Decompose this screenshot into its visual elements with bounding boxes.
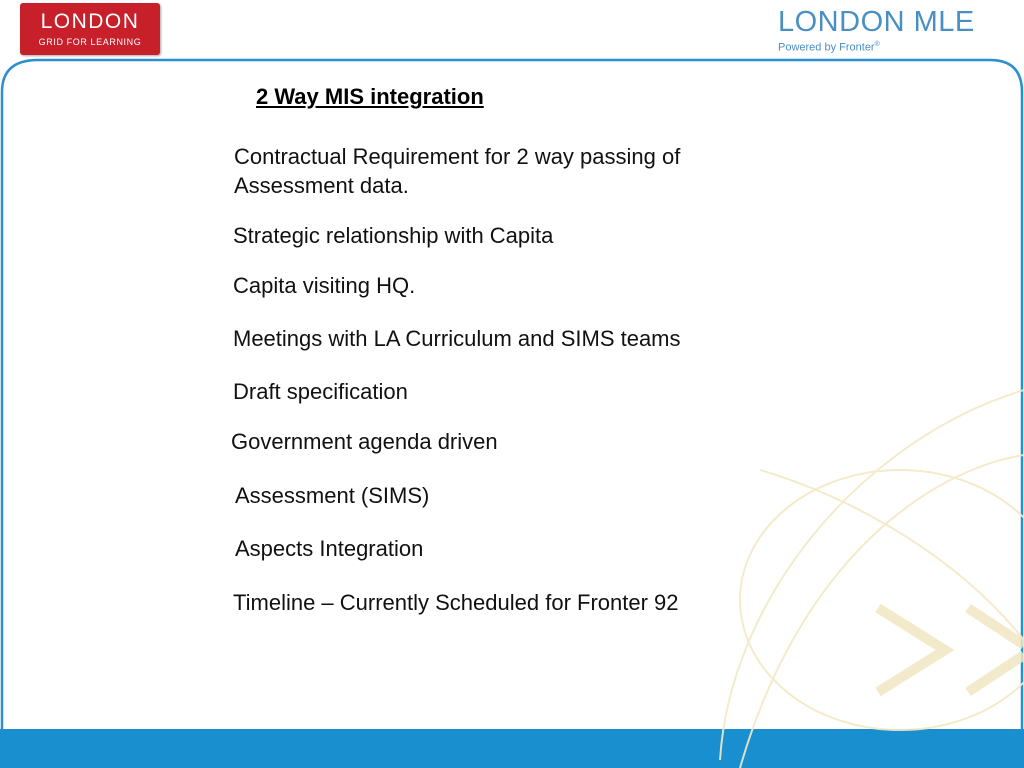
london-mle-logo <box>778 5 1018 57</box>
lgfl-logo-title: LONDON <box>40 10 140 33</box>
decorative-swirls <box>720 390 1024 768</box>
mle-logo-title: LONDON MLE <box>778 6 975 38</box>
list-item-aspects-integration: Aspects Integration <box>235 536 424 561</box>
mle-logo-powered-by: Powered by Fronter <box>778 41 875 54</box>
list-item-timeline: Timeline – Currently Scheduled for Fronter 92 <box>233 590 679 615</box>
footer-bar <box>0 729 1024 768</box>
list-item-strategic-relationship: Strategic relationship with Capita <box>233 223 554 248</box>
chevron-watermark <box>878 608 1024 692</box>
list-item-government-agenda: Government agenda driven <box>231 429 498 454</box>
lgfl-logo-subtitle: GRID FOR LEARNING <box>38 37 142 47</box>
registered-mark: ® <box>874 41 880 48</box>
list-item-meetings: Meetings with LA Curriculum and SIMS teams <box>233 326 681 351</box>
list-item-assessment-sims: Assessment (SIMS) <box>235 483 430 508</box>
london-grid-for-learning-logo <box>20 3 160 55</box>
list-item-contractual-requirement-cont: Assessment data. <box>234 173 409 198</box>
list-item-contractual-requirement: Contractual Requirement for 2 way passing of <box>234 144 681 169</box>
list-item-capita-visiting: Capita visiting HQ. <box>233 273 416 298</box>
mle-logo-subtitle <box>778 39 1018 54</box>
slide-title: 2 Way MIS integration <box>256 84 484 109</box>
list-item-draft-specification: Draft specification <box>233 379 408 404</box>
